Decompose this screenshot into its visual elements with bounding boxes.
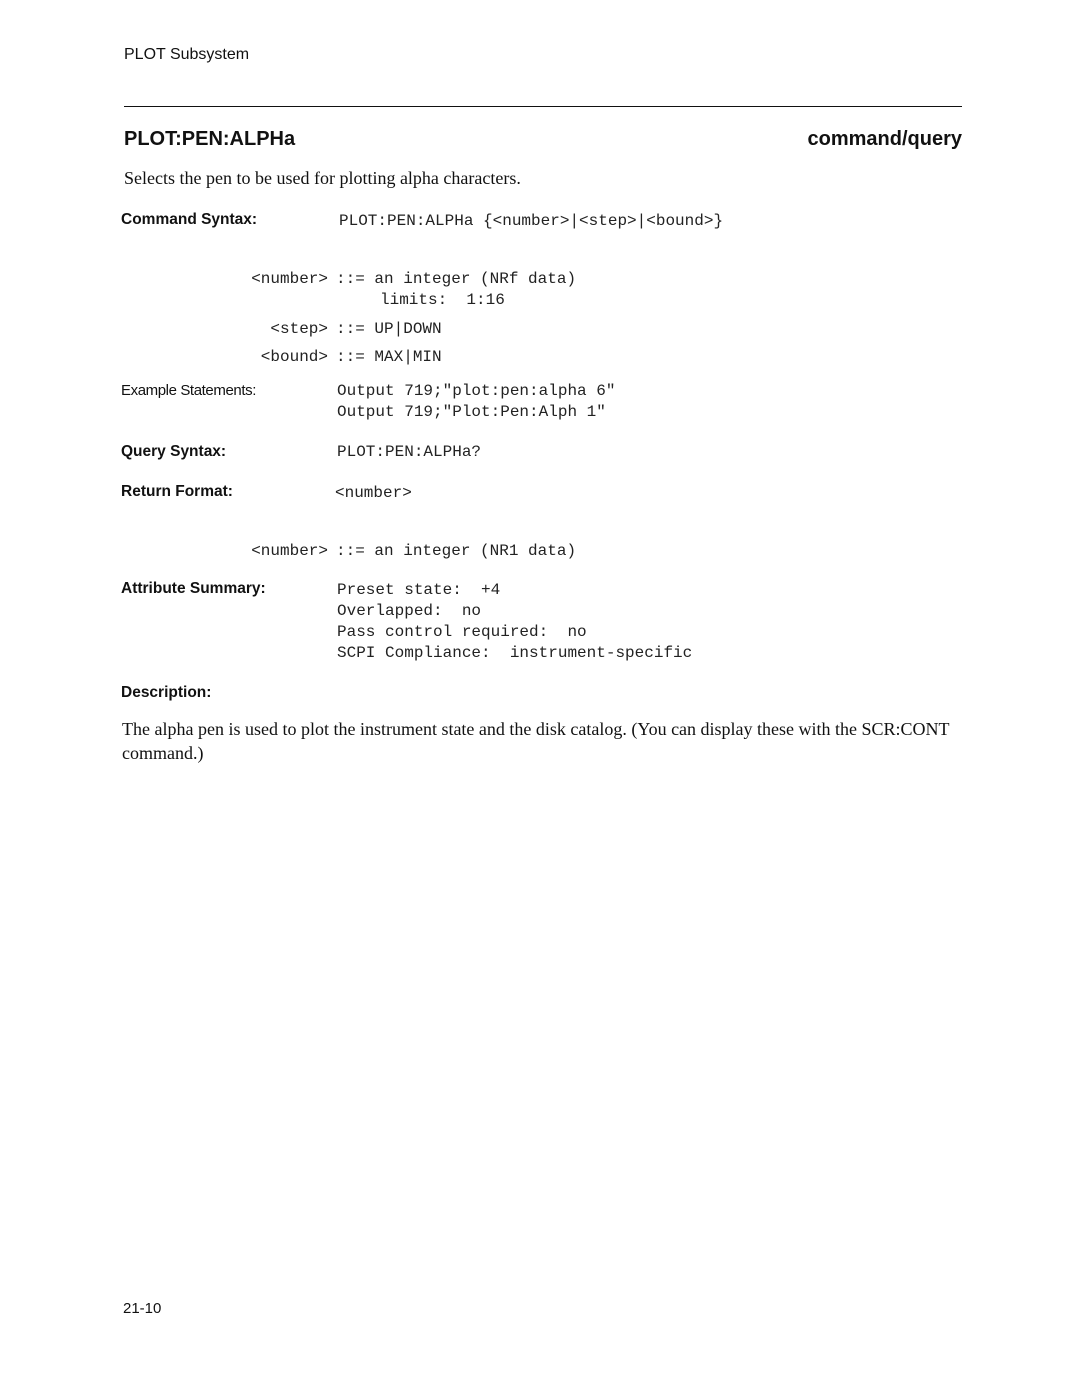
attribute-line-3: Pass control required: no: [337, 623, 587, 641]
page-number: 21-10: [123, 1300, 162, 1317]
command-type: command/query: [807, 128, 962, 150]
example-line-1: Output 719;"plot:pen:alpha 6": [337, 382, 616, 400]
return-format-value: <number>: [335, 484, 412, 502]
query-syntax-value: PLOT:PEN:ALPHa?: [337, 443, 482, 461]
number-limits: limits: 1:16: [380, 291, 505, 309]
step-term: <step>: [270, 320, 328, 338]
attribute-summary-label: Attribute Summary:: [121, 580, 266, 597]
command-syntax-value: PLOT:PEN:ALPHa {<number>|<step>|<bound>}: [339, 212, 724, 230]
command-intro: Selects the pen to be used for plotting alpha characters.: [124, 168, 521, 188]
return-number-definition: ::= an integer (NR1 data): [336, 542, 577, 560]
section-rule: [124, 106, 962, 107]
number-definition: ::= an integer (NRf data): [336, 270, 577, 288]
description-paragraph: The alpha pen is used to plot the instrument state and the disk catalog. (You can display these with the SCR:CONT command.): [122, 719, 950, 763]
example-statements-label: Example Statements:: [121, 382, 256, 399]
step-definition: ::= UP|DOWN: [336, 320, 442, 338]
command-syntax-label: Command Syntax:: [121, 211, 258, 228]
return-format-label: Return Format:: [121, 483, 233, 500]
example-line-2: Output 719;"Plot:Pen:Alph 1": [337, 403, 606, 421]
return-number-term: <number>: [251, 542, 328, 560]
bound-term: <bound>: [260, 348, 328, 366]
running-head: PLOT Subsystem: [124, 46, 250, 63]
query-syntax-label: Query Syntax:: [121, 443, 227, 460]
bound-definition: ::= MAX|MIN: [336, 348, 442, 366]
attribute-line-4: SCPI Compliance: instrument-specific: [337, 644, 693, 662]
attribute-line-2: Overlapped: no: [337, 602, 482, 620]
command-title: PLOT:PEN:ALPHa: [124, 128, 296, 150]
number-term: <number>: [251, 270, 328, 288]
description-label: Description:: [121, 684, 212, 701]
attribute-line-1: Preset state: +4: [337, 581, 501, 599]
